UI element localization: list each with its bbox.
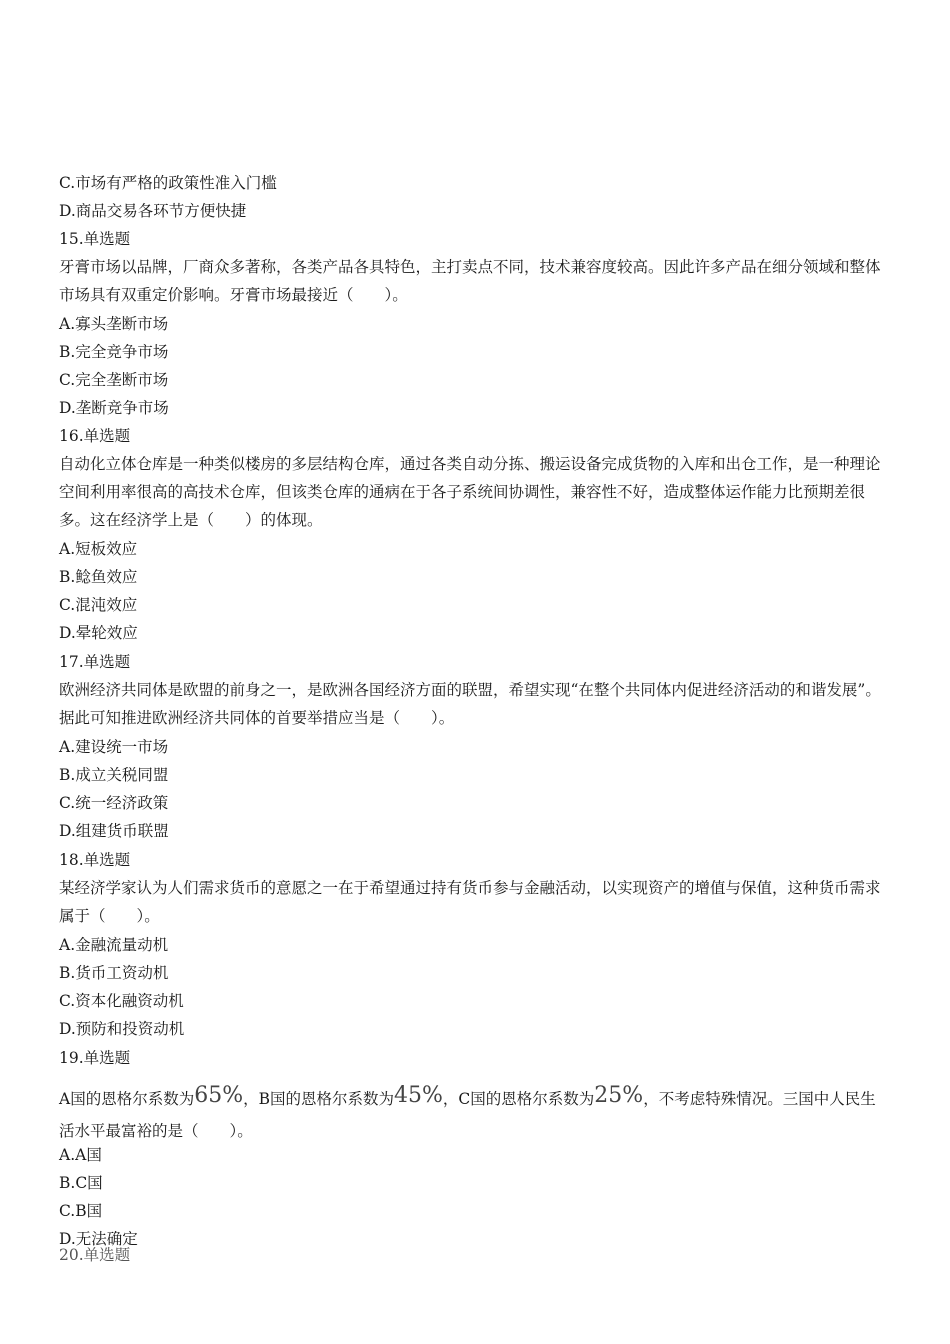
q19-header: 19.单选题 bbox=[59, 1049, 131, 1067]
q19-stem bbox=[59, 1080, 889, 1147]
q18-option-d: D.预防和投资动机 bbox=[59, 1020, 185, 1038]
q17-option-c: C.统一经济政策 bbox=[59, 794, 169, 812]
q16-option-d: D.晕轮效应 bbox=[59, 624, 138, 642]
q18-option-a: A.金融流量动机 bbox=[59, 936, 169, 954]
q19-value-c: 25% bbox=[594, 1083, 644, 1108]
q19-option-d: D.无法确定 bbox=[59, 1230, 138, 1248]
q19-stem-part-c: ，C国的恩格尔系数为 bbox=[442, 1090, 595, 1108]
q16-option-c: C.混沌效应 bbox=[59, 596, 138, 614]
prev-option-d: D.商品交易各环节方便快捷 bbox=[59, 202, 247, 220]
q16-stem: 自动化立体仓库是一种类似楼房的多层结构仓库，通过各类自动分拣、搬运设备完成货物的入库和出仓工作，是一种理论空间利用率很高的高技术仓库，但该类仓库的通病在于各子系统间协调性，兼容性不好，造成整体运作能力比预期差很多。这在经济学上是（ ）的体现。 bbox=[59, 455, 881, 530]
q19-option-a: A.A国 bbox=[59, 1146, 102, 1164]
q17-header: 17.单选题 bbox=[59, 653, 131, 671]
q16-option-b: B.鲶鱼效应 bbox=[59, 568, 138, 586]
q19-option-c: C.B国 bbox=[59, 1202, 103, 1220]
q17-option-b: B.成立关税同盟 bbox=[59, 766, 169, 784]
q15-option-a: A.寡头垄断市场 bbox=[59, 315, 169, 333]
q15-option-c: C.完全垄断市场 bbox=[59, 371, 169, 389]
q18-option-c: C.资本化融资动机 bbox=[59, 992, 184, 1010]
q15-option-b: B.完全竞争市场 bbox=[59, 343, 169, 361]
q15-header: 15.单选题 bbox=[59, 230, 131, 248]
q17-stem: 欧洲经济共同体是欧盟的前身之一，是欧洲各国经济方面的联盟，希望实现“在整个共同体内促进经济活动的和谐发展”。据此可知推进欧洲经济共同体的首要举措应当是（ ）。 bbox=[59, 681, 881, 728]
q19-value-b: 45% bbox=[394, 1083, 443, 1108]
q18-option-b: B.货币工资动机 bbox=[59, 964, 169, 982]
q15-stem: 牙膏市场以品牌，厂商众多著称，各类产品各具特色，主打卖点不同，技术兼容度较高。因此许多产品在细分领域和整体市场具有双重定价影响。牙膏市场最接近（ ）。 bbox=[59, 258, 881, 305]
q16-header: 16.单选题 bbox=[59, 427, 131, 445]
next-question-header-cropped: 20.单选题 bbox=[59, 1246, 131, 1264]
q18-stem: 某经济学家认为人们需求货币的意愿之一在于希望通过持有货币参与金融活动，以实现资产的增值与保值，这种货币需求属于（ ）。 bbox=[59, 879, 881, 926]
q19-stem-part-b: ，B国的恩格尔系数为 bbox=[243, 1090, 395, 1108]
q19-stem-part-d: ，不考虑特殊情况。三国中人民生活水平最富裕的是（ ）。 bbox=[59, 1090, 876, 1140]
q17-option-a: A.建设统一市场 bbox=[59, 738, 169, 756]
prev-option-c: C.市场有严格的政策性准入门槛 bbox=[59, 174, 277, 192]
q17-option-d: D.组建货币联盟 bbox=[59, 822, 169, 840]
q19-value-a: 65% bbox=[194, 1083, 244, 1108]
q19-stem-part-a: A国的恩格尔系数为 bbox=[59, 1090, 195, 1108]
q16-option-a: A.短板效应 bbox=[59, 540, 138, 558]
q18-header: 18.单选题 bbox=[59, 851, 131, 869]
q19-option-b: B.C国 bbox=[59, 1174, 103, 1192]
q15-option-d: D.垄断竞争市场 bbox=[59, 399, 169, 417]
